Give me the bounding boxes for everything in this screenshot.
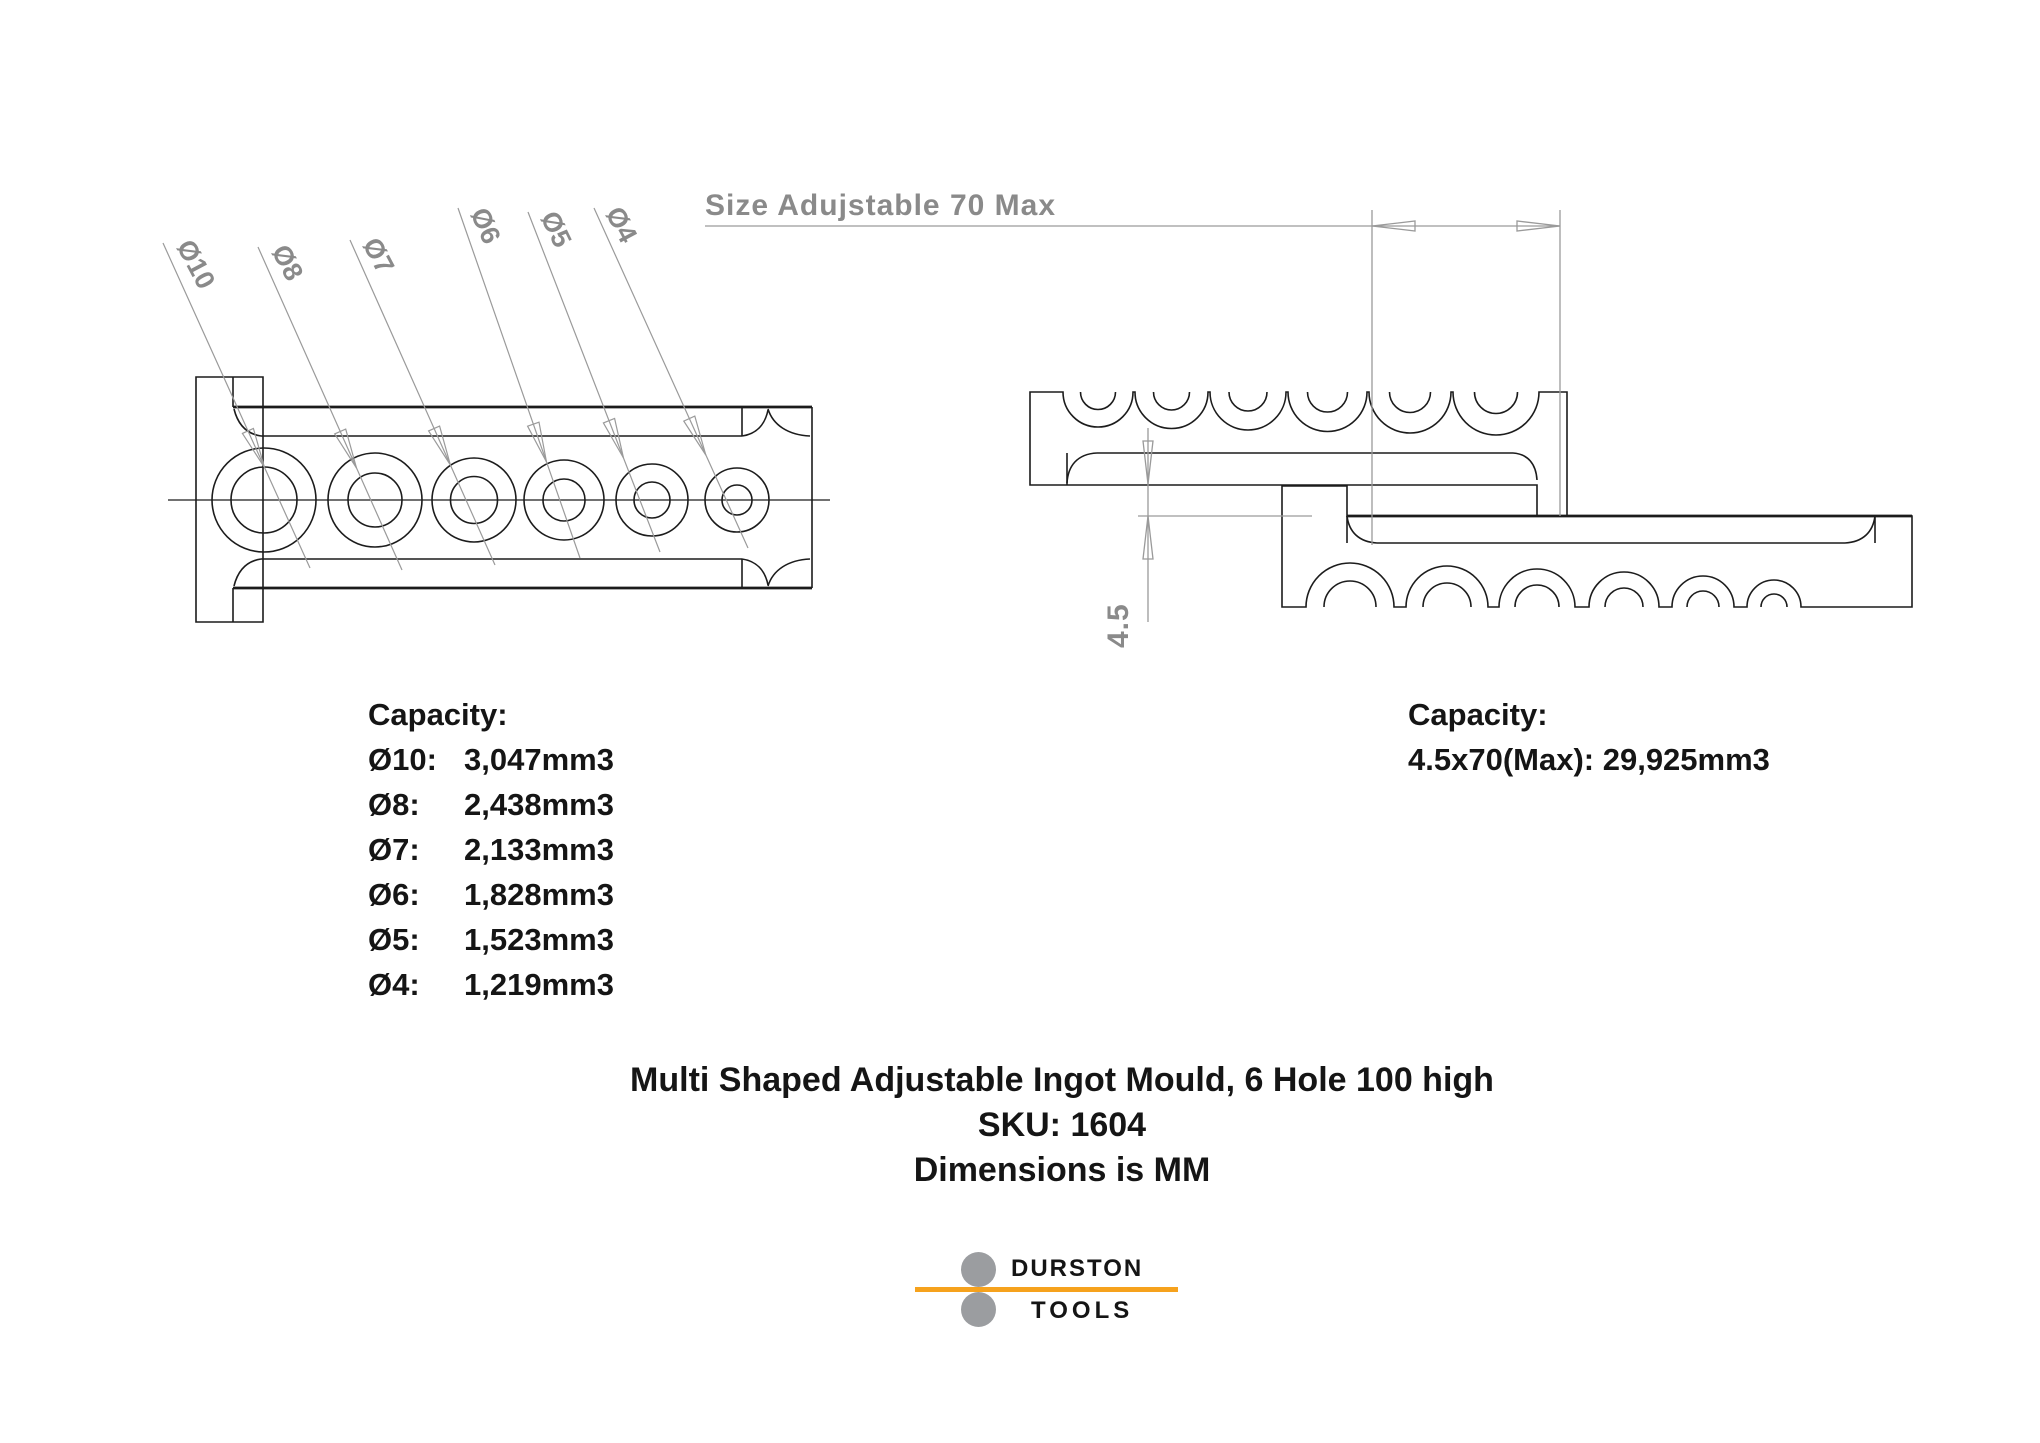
upper-slot-right-fillet bbox=[1513, 453, 1537, 480]
leader-arrow-o5 bbox=[603, 419, 623, 459]
thickness-label: 4.5 bbox=[1102, 603, 1135, 648]
units-note: Dimensions is MM bbox=[913, 1151, 1211, 1189]
lower-arch-inner-3 bbox=[1515, 585, 1559, 607]
upper-groove-inner-1 bbox=[1081, 392, 1116, 410]
capacity-row-label: Ø10: bbox=[368, 742, 437, 777]
top-end-fillet bbox=[768, 409, 810, 436]
upper-groove-inner-5 bbox=[1390, 392, 1431, 412]
product-title: Multi Shaped Adjustable Ingot Mould, 6 Hole 100 high bbox=[630, 1061, 1494, 1099]
bottom-end-fillet bbox=[768, 559, 810, 586]
logo-accent-bar bbox=[915, 1287, 1178, 1292]
capacity-row-value: 1,828mm3 bbox=[464, 877, 614, 912]
capacity-row bbox=[368, 872, 614, 917]
diameter-label-o7: Ø7 bbox=[356, 232, 401, 279]
capacity-row bbox=[368, 917, 614, 962]
title-block bbox=[312, 1058, 1812, 1193]
diameter-label-o4: Ø4 bbox=[599, 201, 644, 248]
capacity-row bbox=[368, 737, 614, 782]
leader-o7 bbox=[350, 240, 495, 565]
thickness-dimension bbox=[1138, 428, 1312, 622]
capacity-row-value: 3,047mm3 bbox=[464, 742, 614, 777]
upper-groove-inner-4 bbox=[1308, 392, 1348, 412]
leader-o8 bbox=[258, 247, 402, 570]
logo-roll-top-icon bbox=[961, 1252, 996, 1287]
lower-arch-inner-1 bbox=[1324, 581, 1376, 607]
capacity-row bbox=[1408, 737, 1770, 782]
right-view-drawing bbox=[1030, 392, 1912, 607]
left-view-drawing bbox=[168, 377, 830, 622]
lower-slot-right-fillet bbox=[1845, 516, 1875, 543]
top-channel-left-fillet bbox=[234, 409, 261, 436]
logo-brand-sub: TOOLS bbox=[1031, 1297, 1134, 1324]
capacity-left-title: Capacity: bbox=[368, 697, 508, 732]
diameter-label-o8: Ø8 bbox=[265, 239, 310, 286]
capacity-row-value: 2,133mm3 bbox=[464, 832, 614, 867]
capacity-row bbox=[368, 962, 614, 1007]
capacity-row-label: Ø6: bbox=[368, 877, 420, 912]
upper-groove-inner-6 bbox=[1475, 392, 1518, 413]
upper-groove-inner-3 bbox=[1229, 392, 1267, 411]
lower-bar-outline bbox=[1282, 486, 1912, 607]
upper-slot-left-fillet bbox=[1067, 453, 1097, 483]
capacity-row-label: Ø8: bbox=[368, 787, 420, 822]
logo-roll-bottom-icon bbox=[961, 1292, 996, 1327]
capacity-row-value: 1,523mm3 bbox=[464, 922, 614, 957]
top-channel-right-fillet bbox=[742, 410, 768, 436]
leader-o4 bbox=[594, 208, 748, 548]
leader-arrow-o6 bbox=[528, 422, 547, 462]
leader-o6 bbox=[458, 208, 580, 558]
logo-brand-name: DURSTON bbox=[1011, 1255, 1144, 1282]
size-dimension bbox=[705, 210, 1560, 545]
bottom-channel-right-fillet bbox=[742, 559, 768, 585]
diameter-label-o6: Ø6 bbox=[464, 203, 507, 249]
capacity-list-round-holes bbox=[368, 692, 614, 1007]
leader-arrow-o8 bbox=[335, 429, 357, 468]
product-sku: SKU: 1604 bbox=[977, 1106, 1147, 1144]
capacity-row-value: 29,925mm3 bbox=[1602, 742, 1770, 777]
capacity-row bbox=[368, 782, 614, 827]
capacity-row-value: 2,438mm3 bbox=[464, 787, 614, 822]
lower-arch-inner-6 bbox=[1761, 594, 1787, 607]
leader-arrow-o7 bbox=[429, 426, 451, 465]
diameter-label-o10: Ø10 bbox=[170, 234, 222, 294]
capacity-row-value: 1,219mm3 bbox=[464, 967, 614, 1002]
capacity-row bbox=[368, 827, 614, 872]
capacity-row-label: 4.5x70(Max): bbox=[1408, 742, 1595, 777]
diameter-label-o5: Ø5 bbox=[534, 206, 578, 253]
capacity-row-label: Ø4: bbox=[368, 967, 420, 1002]
capacity-row-label: Ø7: bbox=[368, 832, 420, 867]
size-adjustable-label: Size Adujstable 70 Max bbox=[705, 189, 1057, 222]
lower-arch-inner-2 bbox=[1423, 583, 1471, 607]
capacity-list-flat-ingot bbox=[1408, 692, 1770, 782]
lower-arch-inner-5 bbox=[1687, 591, 1719, 607]
bottom-channel-left-fillet bbox=[234, 559, 261, 586]
upper-groove-inner-2 bbox=[1154, 392, 1190, 410]
leader-o5 bbox=[528, 212, 660, 552]
capacity-right-title: Capacity: bbox=[1408, 697, 1548, 732]
diameter-labels bbox=[171, 202, 643, 294]
lower-arch-inner-4 bbox=[1605, 588, 1643, 607]
capacity-row-label: Ø5: bbox=[368, 922, 420, 957]
